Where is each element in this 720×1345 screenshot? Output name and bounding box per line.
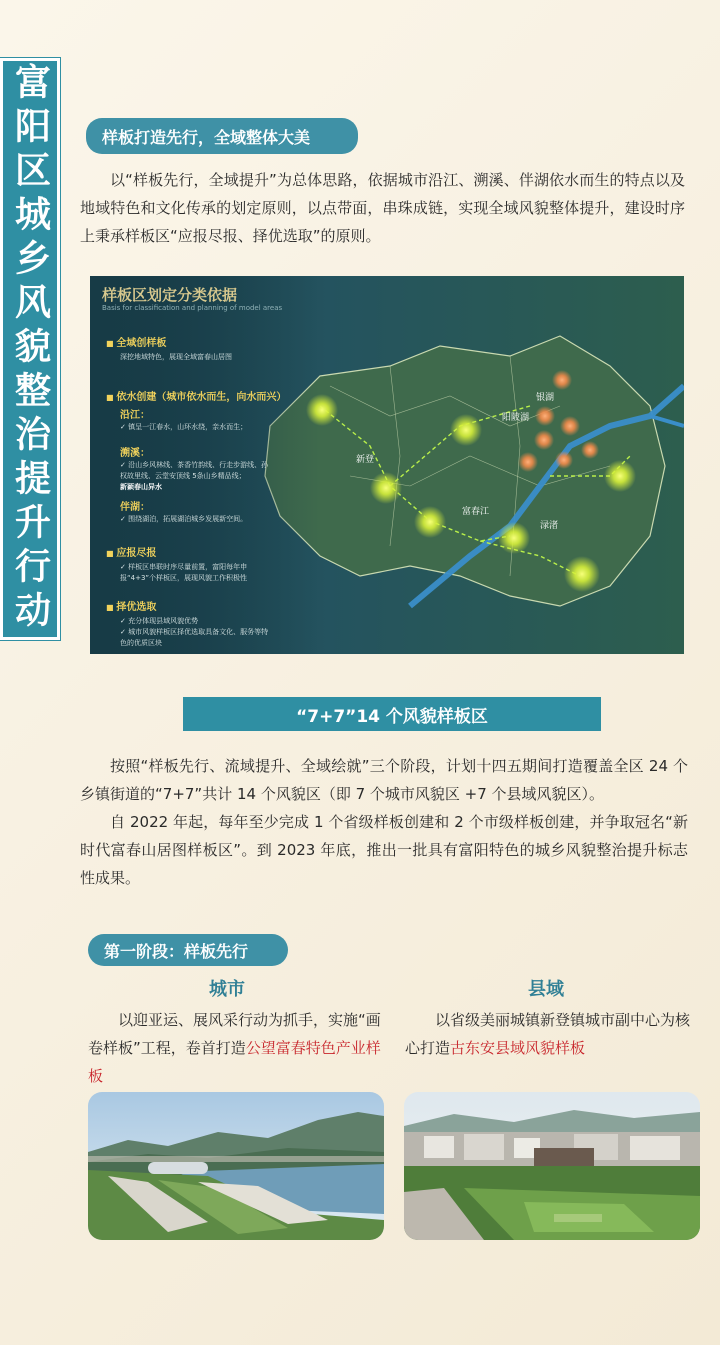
city-text-main: 以迎亚运、展风采行动为抓手，实施“画卷样板”工程，卷首打造 bbox=[88, 1011, 381, 1057]
section3-pill: 第一阶段：样板先行 bbox=[88, 934, 288, 966]
yellow-node bbox=[564, 556, 600, 592]
side-title-text: 富阳区城乡风貌整治提升行动 bbox=[9, 63, 51, 635]
legend-l2c-text: ✓ 围绕湖泊，拓展湖泊城乡发展新空间。 bbox=[120, 515, 248, 523]
classification-map bbox=[90, 276, 684, 654]
legend-l2b-bold: 新颖春山异水 bbox=[120, 483, 162, 491]
city-photo-graphic bbox=[88, 1092, 384, 1240]
map-label-e: 渌渚 bbox=[540, 521, 559, 531]
section2-banner: “7+7”14 个风貌样板区 bbox=[183, 697, 601, 731]
legend-l4-text: ✓ 充分体现县域风貌优势 ✓ 城市风貌样板区择优选取具备文化、服务等特色的优质区块 bbox=[120, 617, 269, 647]
section2-p1: 按照“样板先行、流域提升、全域绘就”三个阶段，计划十四五期间打造覆盖全区 24 个乡镇街道的“7+7”共计 14 个风貌区（即 7 个城市风貌区 +7 个县域风貌区）。 bbox=[80, 757, 688, 803]
city-text-highlight: 公望富春特色产业样板 bbox=[88, 1039, 381, 1085]
section1-paragraph: 以“样板先行，全域提升”为总体思路，依据城市沿江、溯溪、伴湖依水而生的特点以及地域特色和文化传承的划定原则，以点带面，串珠成链，实现全域风貌整体提升，建设时序上秉承样板区“应报尽报、择优选取”的原则。 bbox=[80, 171, 685, 245]
county-heading: 县域 bbox=[528, 979, 564, 1000]
orange-node bbox=[560, 416, 580, 436]
county-text-highlight: 古东安县域风貌样板 bbox=[450, 1039, 586, 1057]
county-text-main: 以省级美丽城镇新登镇城市副中心为核心打造 bbox=[405, 1011, 691, 1057]
orange-node bbox=[552, 370, 572, 390]
side-title bbox=[0, 58, 60, 640]
legend-l2: ■ 依水创建（城市依水而生，向水而兴） bbox=[106, 388, 286, 403]
county-text bbox=[405, 1006, 701, 1062]
legend-l2b: 溯溪： bbox=[120, 448, 150, 459]
legend-l2a: 沿江： bbox=[120, 410, 150, 421]
orange-node bbox=[534, 430, 554, 450]
city-text bbox=[88, 1006, 384, 1090]
map-subtitle: Basis for classification and planning of model areas bbox=[102, 304, 283, 312]
county-photo bbox=[404, 1092, 700, 1240]
legend-l3-text: ✓ 样板区串联时序尽量前置，富阳每年申报“4+3”个样板区，展现风貌工作积极性 bbox=[120, 563, 248, 582]
section2-paragraphs bbox=[80, 752, 688, 892]
city-heading: 城市 bbox=[209, 979, 245, 1000]
map-label-a: 银湖 bbox=[536, 393, 555, 403]
yellow-node bbox=[498, 522, 530, 554]
legend-l2c: 伴湖： bbox=[120, 502, 150, 513]
city-photo bbox=[88, 1092, 384, 1240]
section1-pill: 样板打造先行，全域整体大美 bbox=[86, 118, 358, 154]
orange-node bbox=[518, 452, 538, 472]
orange-node bbox=[535, 406, 555, 426]
legend-l1: ■ 全域创样板 bbox=[106, 334, 166, 349]
legend-l3: ■ 应报尽报 bbox=[106, 544, 156, 559]
legend-l4: ■ 择优选取 bbox=[106, 598, 156, 613]
section2-p2: 自 2022 年起，每年至少完成 1 个省级样板创建和 2 个市级样板创建，并争取冠名“新时代富春山居图样板区”。到 2023 年底，推出一批具有富阳特色的城乡风貌整治提升标志性成果。 bbox=[80, 813, 688, 887]
map-title: 样板区划定分类依据 bbox=[102, 286, 238, 304]
map-label-d: 新登 bbox=[356, 455, 375, 465]
legend-l2a-text: ✓ 镇呈一江春水，山环水绕，亲水而生； bbox=[120, 423, 248, 431]
yellow-node bbox=[604, 460, 636, 492]
legend-l2b-text: ✓ 沿山乡风林线、茶香竹韵线、行走步游线、孙权故里线、云堂安顶线 5条山乡精品线； bbox=[120, 461, 269, 480]
county-photo-graphic bbox=[404, 1092, 700, 1240]
yellow-node bbox=[414, 506, 446, 538]
map-label-c: 富春江 bbox=[462, 507, 490, 517]
yellow-node bbox=[306, 394, 338, 426]
yellow-node bbox=[370, 472, 402, 504]
map-label-b: 阳陂湖 bbox=[502, 413, 530, 423]
orange-node bbox=[581, 441, 599, 459]
orange-node bbox=[555, 451, 573, 469]
legend-l1-text: 深挖地域特色，展现全域富春山居图 bbox=[120, 353, 232, 361]
yellow-node bbox=[450, 414, 482, 446]
